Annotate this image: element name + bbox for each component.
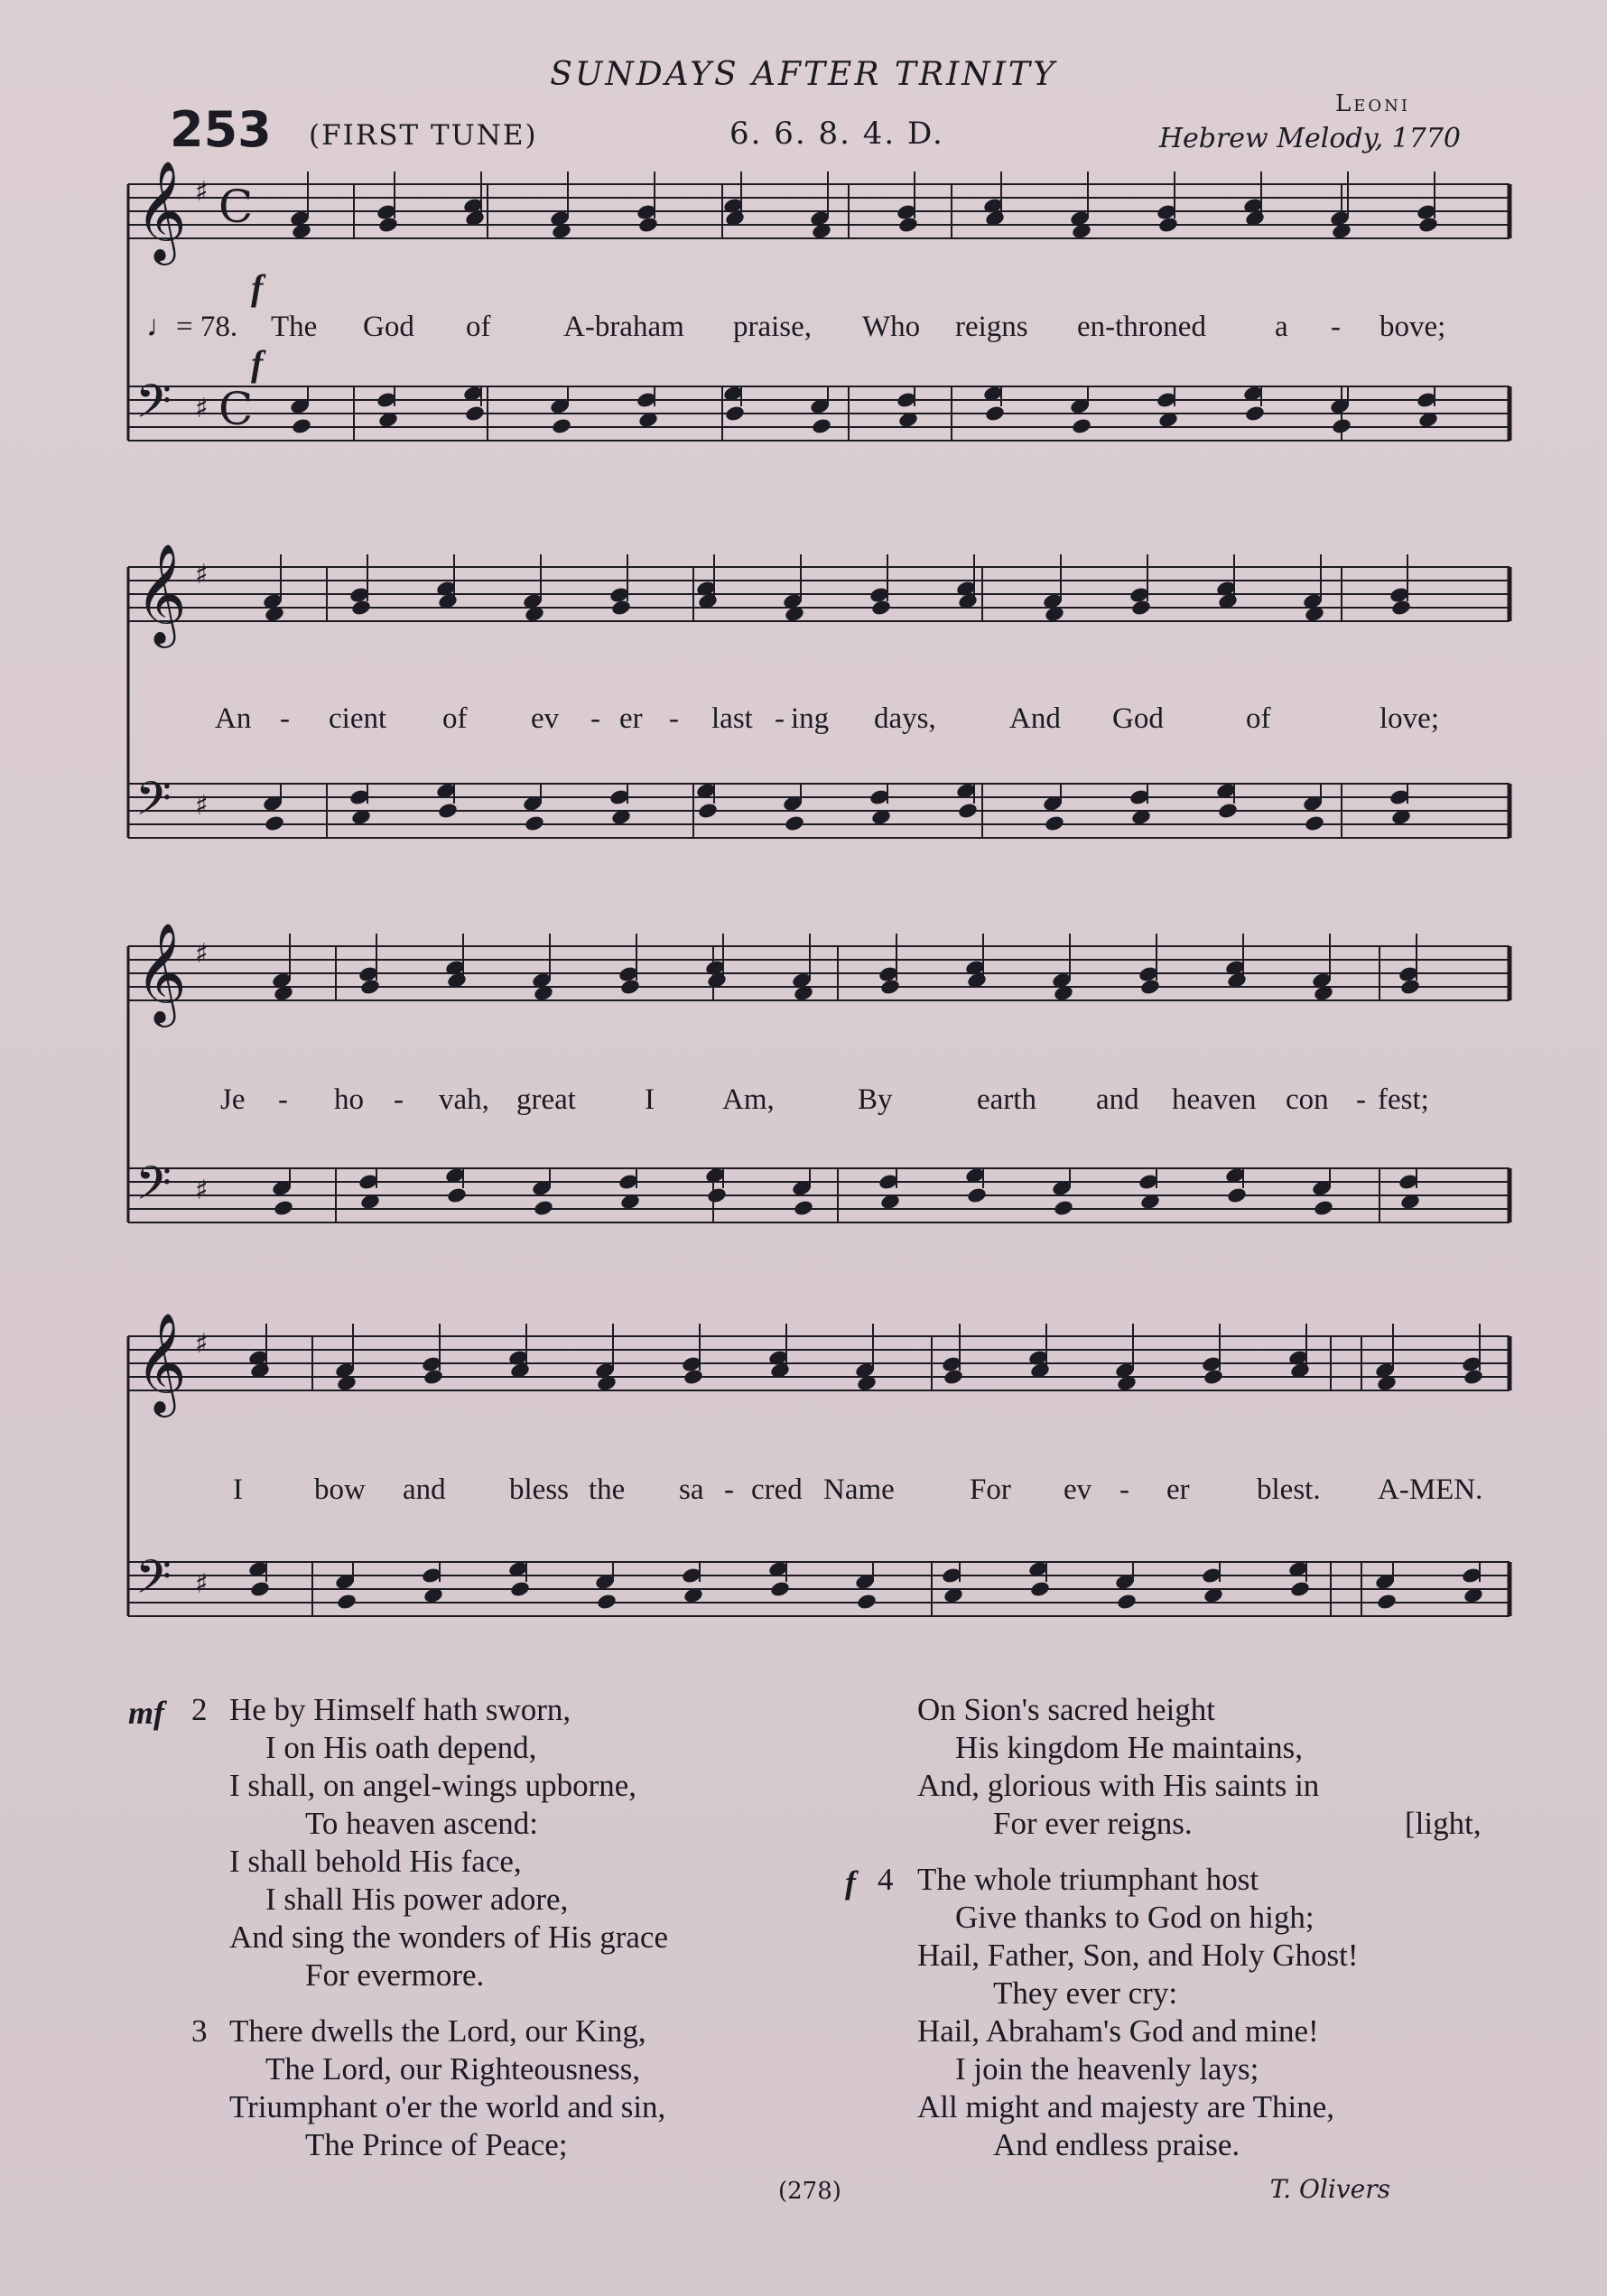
lyric-syllable: heaven — [1172, 1083, 1257, 1116]
treble-clef: 𝄞 — [135, 543, 187, 644]
lyric-syllable: last — [711, 702, 753, 735]
tempo-marking: ♩= 78. — [146, 311, 238, 343]
lyric-syllable: of — [466, 311, 491, 343]
lyric-syllable: - — [394, 1083, 404, 1116]
common-time-signature: C — [218, 383, 254, 435]
verse-line: The Lord, our Righteousness, — [265, 2051, 641, 2087]
lyric-syllable: the — [589, 1473, 626, 1506]
verse-line: And sing the wonders of His grace — [229, 1920, 669, 1955]
notehead — [1417, 216, 1439, 234]
notehead — [1244, 404, 1266, 423]
lyric-syllable: fest; — [1378, 1083, 1429, 1116]
key-signature-sharp: ♯ — [195, 393, 209, 424]
notehead — [966, 1186, 988, 1204]
verse-line: I shall His power adore, — [265, 1882, 569, 1917]
running-title: SUNDAYS AFTER TRINITY — [550, 56, 1057, 93]
staves — [128, 160, 1509, 1616]
lyric-syllable: bove; — [1379, 311, 1446, 343]
verse-4-dynamic: f — [845, 1864, 856, 1901]
notehead — [811, 417, 832, 435]
bass-clef: 𝄢 — [135, 1549, 172, 1615]
lyric-syllable: great — [516, 1083, 576, 1116]
notehead — [437, 802, 459, 820]
notehead — [683, 1368, 704, 1386]
common-time-signature: C — [218, 181, 254, 233]
key-signature-sharp: ♯ — [195, 559, 209, 590]
lyric-syllable: - — [775, 702, 785, 735]
notehead — [1331, 417, 1352, 435]
notehead — [359, 978, 381, 996]
verse-line: I on His oath depend, — [265, 1730, 537, 1765]
lyric-syllable: A-braham — [563, 311, 684, 343]
lyric-syllable: days, — [874, 702, 936, 735]
notehead — [784, 814, 805, 832]
lyric-syllable: Am, — [722, 1083, 775, 1116]
notehead — [1226, 1186, 1248, 1204]
notehead — [1139, 978, 1161, 996]
notehead — [1304, 814, 1325, 832]
verse-line: They ever cry: — [993, 1975, 1178, 2011]
notehead — [1399, 978, 1421, 996]
bass-clef: 𝄢 — [135, 1156, 172, 1222]
notehead — [533, 1199, 554, 1217]
notehead — [856, 1593, 878, 1611]
notehead — [610, 599, 632, 617]
notehead — [264, 814, 285, 832]
lyric-syllable: - — [1331, 311, 1341, 343]
system-4-lyrics — [233, 1473, 1482, 1506]
verse-line: Hail, Father, Son, and Holy Ghost! — [917, 1938, 1359, 1973]
treble-clef: 𝄞 — [135, 1312, 187, 1413]
verse-line-turnover: [light, — [1405, 1806, 1482, 1841]
notehead — [596, 1593, 618, 1611]
lyric-syllable: praise, — [733, 311, 813, 343]
key-signature-sharp: ♯ — [195, 938, 209, 970]
notehead — [984, 404, 1006, 423]
tune-label: (FIRST TUNE) — [309, 119, 538, 152]
notehead — [1463, 1368, 1484, 1386]
notehead — [1217, 802, 1239, 820]
system-1-lyrics — [271, 311, 1445, 343]
lyric-syllable: ev — [1064, 1473, 1092, 1506]
notehead — [464, 404, 486, 423]
notehead — [870, 599, 892, 617]
notehead — [336, 1593, 358, 1611]
lyric-syllable: And — [1009, 702, 1061, 735]
notehead — [446, 1186, 468, 1204]
notehead — [1071, 417, 1092, 435]
key-signature-sharp: ♯ — [195, 1568, 209, 1600]
lyric-syllable: blest. — [1257, 1473, 1321, 1506]
notehead — [1116, 1593, 1138, 1611]
lyric-syllable: er — [619, 702, 643, 735]
tune-name: Leoni — [1334, 90, 1410, 117]
lyric-syllable: The — [271, 311, 318, 343]
notes — [247, 172, 1484, 1611]
lyric-syllable: God — [1112, 702, 1164, 735]
lyric-syllable: Who — [862, 311, 921, 343]
lyric-syllable: ho — [334, 1083, 364, 1116]
lyric-syllable: of — [1246, 702, 1271, 735]
verse-3-number: 3 — [191, 2013, 208, 2049]
bass-clef: 𝄢 — [135, 374, 172, 440]
lyric-syllable: a — [1275, 311, 1288, 343]
notehead — [897, 216, 919, 234]
system-2-lyrics — [215, 702, 1439, 735]
lyric-syllable: Je — [220, 1083, 246, 1116]
notehead — [291, 417, 312, 435]
verse-line: There dwells the Lord, our King, — [229, 2013, 646, 2049]
verse-line: I shall, on angel-wings upborne, — [229, 1768, 637, 1803]
notehead — [1157, 216, 1179, 234]
notehead — [1044, 814, 1065, 832]
lyric-syllable: of — [442, 702, 468, 735]
lyric-syllable: A-MEN. — [1378, 1473, 1483, 1506]
treble-clef: 𝄞 — [135, 160, 187, 261]
lyric-syllable: and — [403, 1473, 446, 1506]
notehead — [943, 1368, 964, 1386]
meter: 6. 6. 8. 4. D. — [729, 116, 944, 152]
verse-line: To heaven ascend: — [305, 1806, 538, 1841]
notehead — [637, 216, 659, 234]
lyric-syllable: love; — [1379, 702, 1439, 735]
verse-line: Give thanks to God on high; — [955, 1900, 1314, 1935]
notehead — [957, 802, 979, 820]
bass-clef: 𝄢 — [135, 771, 172, 837]
lyric-syllable: er — [1166, 1473, 1190, 1506]
notehead — [1029, 1580, 1051, 1598]
lyric-syllable: bless — [509, 1473, 569, 1506]
notehead — [793, 1199, 814, 1217]
verse-line: He by Himself hath sworn, — [229, 1692, 571, 1727]
lyric-syllable: en-throned — [1077, 311, 1206, 343]
lyric-syllable: - — [590, 702, 600, 735]
verse-line: The whole triumphant host — [917, 1862, 1259, 1897]
lyric-syllable: I — [645, 1083, 655, 1116]
lyric-syllable: For — [970, 1473, 1011, 1506]
verse-line: And endless praise. — [993, 2127, 1240, 2162]
verse-4-number: 4 — [878, 1862, 894, 1897]
lyric-syllable: ev — [531, 702, 560, 735]
lyric-syllable: vah, — [439, 1083, 489, 1116]
verse-line: I shall behold His face, — [229, 1844, 522, 1879]
lyric-syllable: - — [1119, 1473, 1129, 1506]
lyric-syllable: - — [1356, 1083, 1366, 1116]
treble-dynamic-mark: f — [251, 267, 264, 308]
verse-line: Triumphant o'er the world and sin, — [229, 2089, 666, 2124]
notehead — [1289, 1580, 1311, 1598]
notehead — [1203, 1368, 1224, 1386]
notehead — [524, 814, 545, 832]
notehead — [879, 978, 901, 996]
verse-2-dynamic: mf — [128, 1695, 164, 1731]
notehead — [1313, 1199, 1334, 1217]
lyric-syllable: con — [1286, 1083, 1329, 1116]
notehead — [509, 1580, 531, 1598]
lyric-syllable: Name — [823, 1473, 895, 1506]
notehead — [423, 1368, 444, 1386]
verse-line: I join the heavenly lays; — [955, 2051, 1259, 2087]
notehead — [1053, 1199, 1074, 1217]
lyric-syllable: - — [669, 702, 679, 735]
verse-line: All might and majesty are Thine, — [917, 2089, 1335, 2124]
verse-line: On Sion's sacred height — [917, 1692, 1216, 1727]
lyric-syllable: An — [215, 702, 252, 735]
system-3-lyrics — [220, 1083, 1429, 1116]
verse-line: And, glorious with His saints in — [917, 1768, 1320, 1803]
verse-line: The Prince of Peace; — [305, 2127, 568, 2162]
notehead — [377, 216, 399, 234]
notehead — [551, 417, 572, 435]
lyric-syllable: By — [858, 1083, 893, 1116]
hymn-number: 253 — [170, 101, 272, 158]
verse-2-number: 2 — [191, 1692, 208, 1727]
key-signature-sharp: ♯ — [195, 1175, 209, 1206]
verse-line: His kingdom He maintains, — [955, 1730, 1303, 1765]
lyric-syllable: bow — [314, 1473, 366, 1506]
lyric-syllable: God — [363, 311, 414, 343]
lyric-syllable: - — [280, 702, 290, 735]
lyric-syllable: earth — [977, 1083, 1036, 1116]
notehead — [1390, 599, 1412, 617]
notehead — [769, 1580, 791, 1598]
notehead — [697, 802, 719, 820]
verse-line: For ever reigns. — [993, 1806, 1193, 1841]
notehead — [350, 599, 372, 617]
lyric-syllable: sa — [679, 1473, 704, 1506]
lyric-syllable: cient — [329, 702, 387, 735]
verse-line: Hail, Abraham's God and mine! — [917, 2013, 1319, 2049]
verse-line: For evermore. — [305, 1957, 485, 1993]
bass-dynamic-mark: f — [251, 343, 264, 384]
lyric-syllable: and — [1096, 1083, 1139, 1116]
author: T. Olivers — [1269, 2174, 1390, 2204]
page-number: (278) — [778, 2178, 841, 2205]
lyric-syllable: - — [278, 1083, 288, 1116]
notehead — [1130, 599, 1152, 617]
lyric-syllable: ing — [791, 702, 830, 735]
notehead — [273, 1199, 294, 1217]
notehead — [1376, 1593, 1398, 1611]
notehead — [619, 978, 641, 996]
notehead — [724, 404, 746, 423]
notehead — [706, 1186, 728, 1204]
lyric-syllable: - — [724, 1473, 734, 1506]
notehead — [249, 1580, 271, 1598]
tune-source: Hebrew Melody, 1770 — [1158, 123, 1461, 154]
treble-clef: 𝄞 — [135, 922, 187, 1023]
key-signature-sharp: ♯ — [195, 176, 209, 208]
key-signature-sharp: ♯ — [195, 1328, 209, 1360]
lyric-syllable: I — [233, 1473, 243, 1506]
key-signature-sharp: ♯ — [195, 790, 209, 822]
lyric-syllable: cred — [751, 1473, 803, 1506]
lyric-syllable: reigns — [955, 311, 1028, 343]
